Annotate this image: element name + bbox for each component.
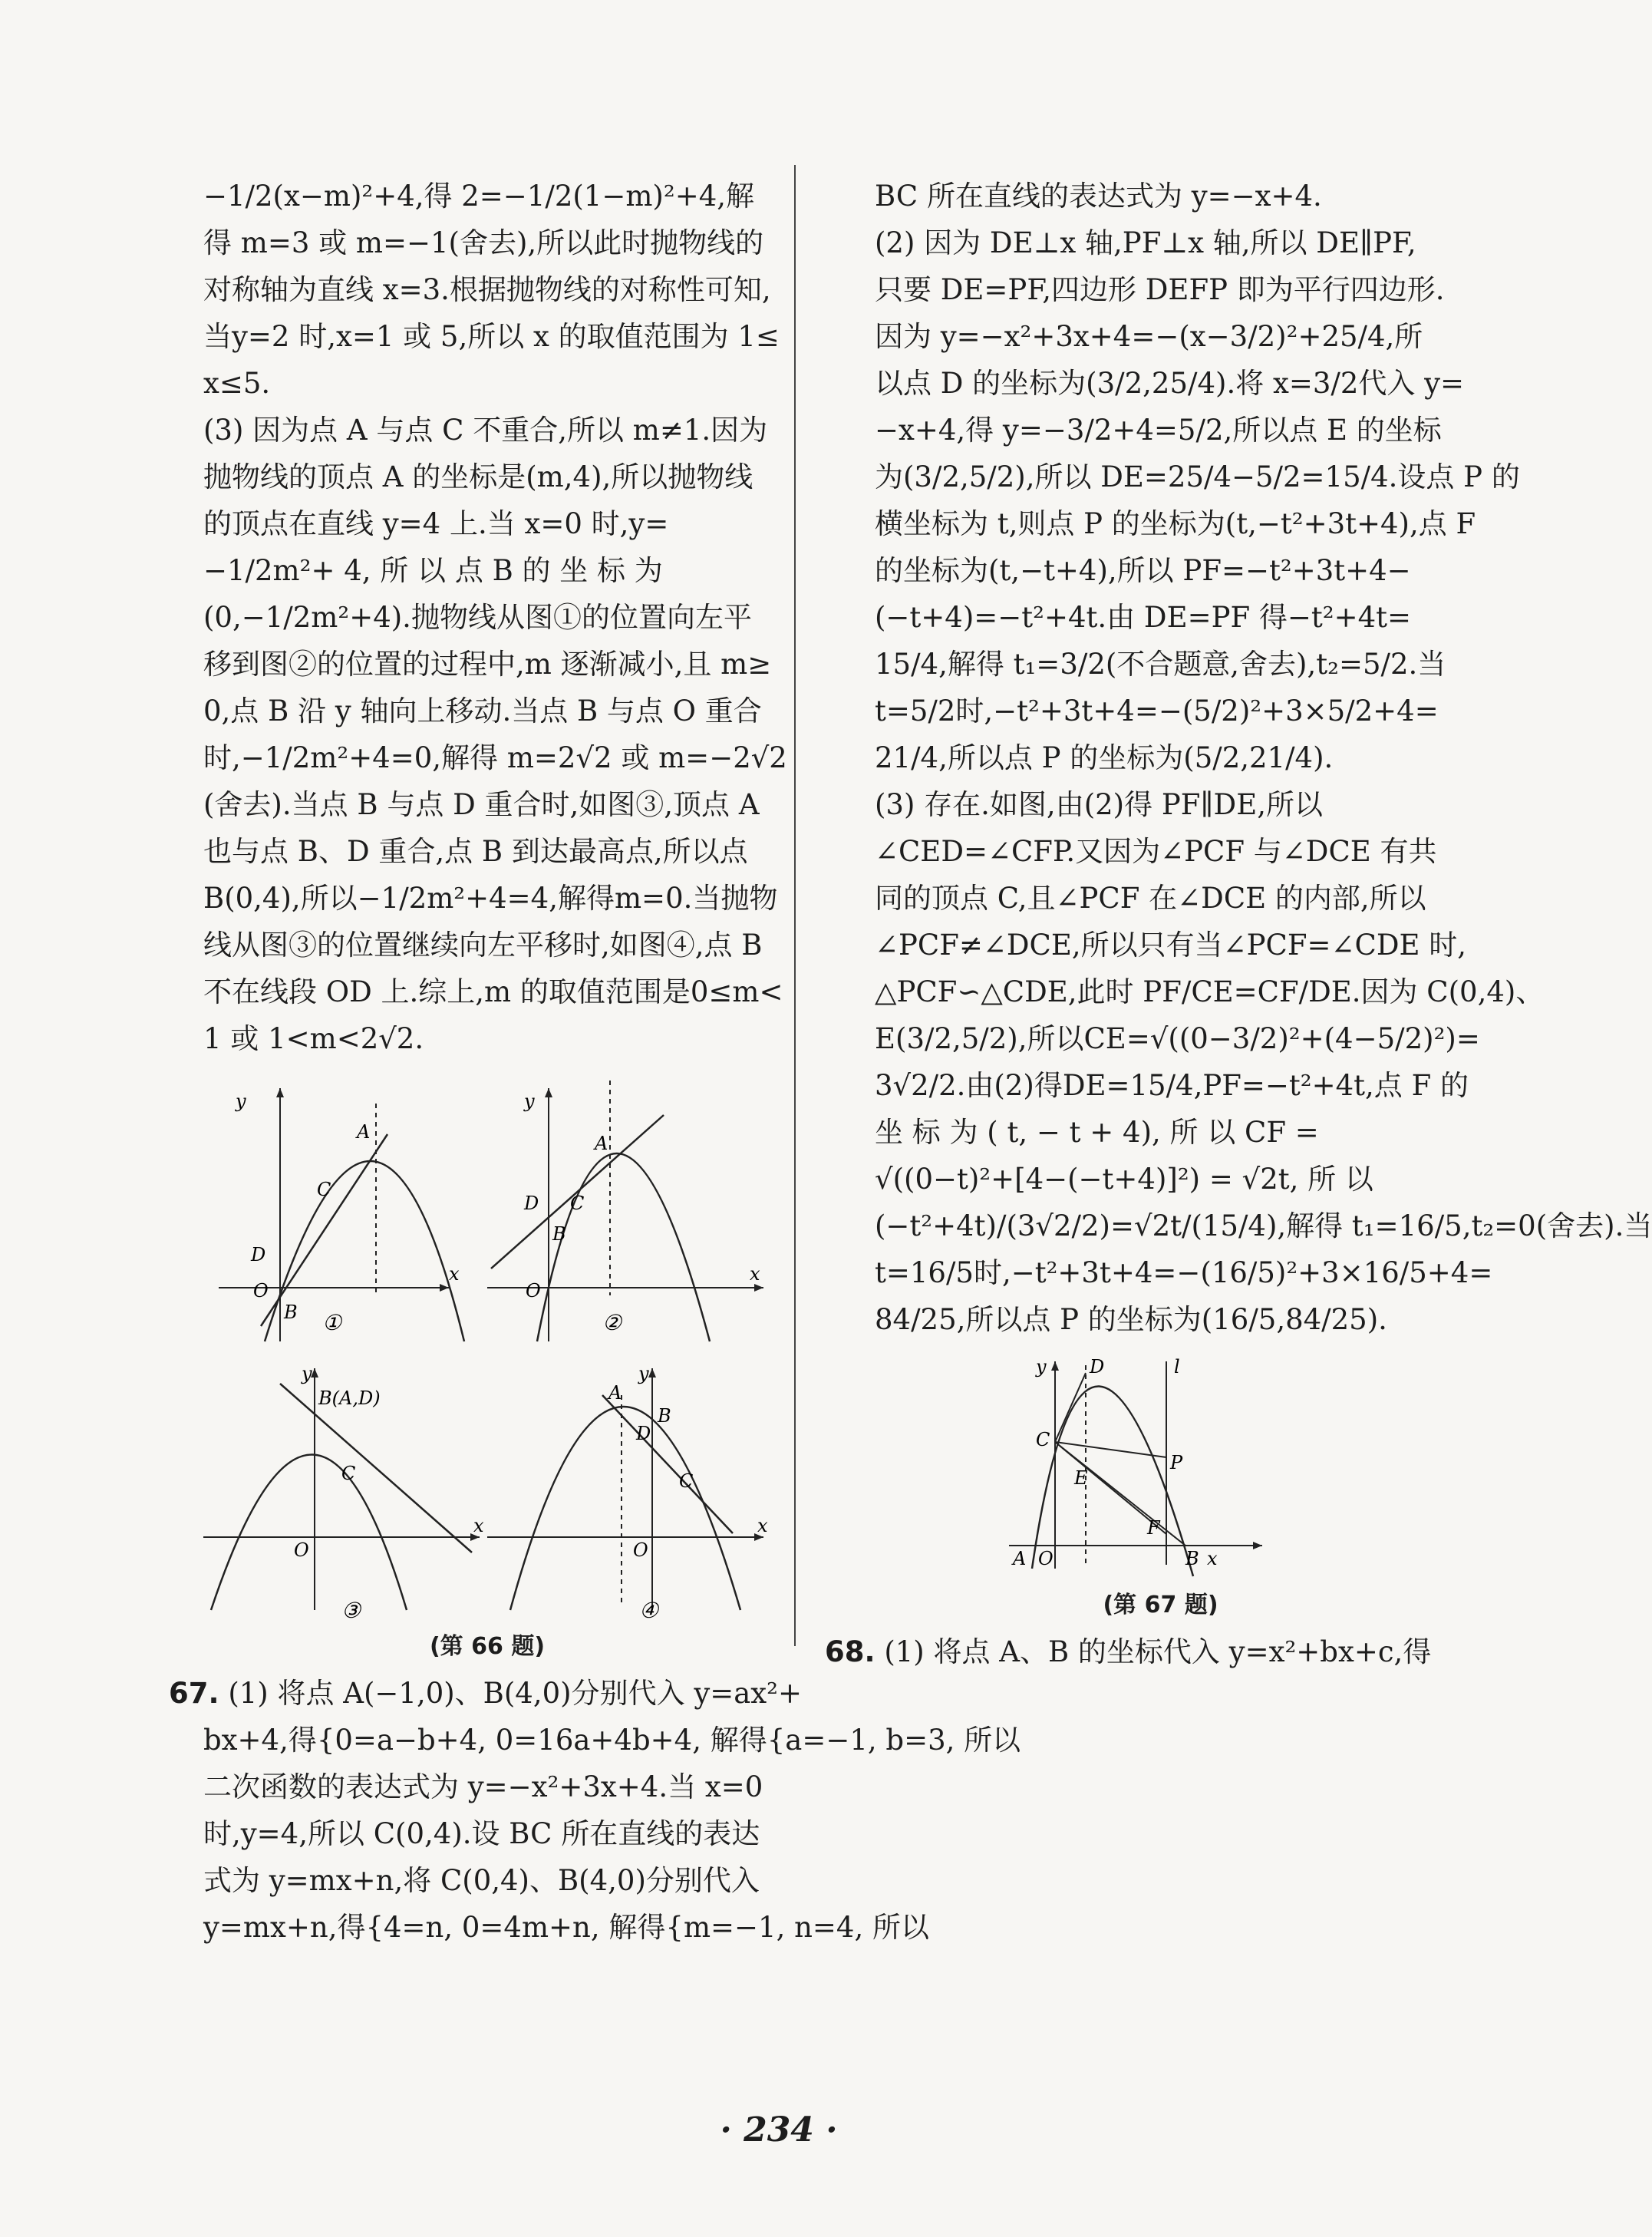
fig1-label-o: O: [253, 1280, 269, 1302]
fig67-label-p: P: [1170, 1452, 1183, 1473]
text-line: 21/4,所以点 P 的坐标为(5/2,21/4).: [875, 741, 1334, 774]
text-line: bx+4,得{0=a−b+4, 0=16a+4b+4, 解得{a=−1, b=3, 所以: [203, 1724, 1021, 1757]
q68-line: [825, 1628, 1446, 1675]
fig3-label-y: y: [302, 1363, 312, 1384]
text-line: (−t+4)=−t²+4t.由 DE=PF 得−t²+4t=: [875, 601, 1412, 634]
text-line: (舍去).当点 B 与点 D 重合时,如图③,顶点 A: [203, 788, 760, 821]
fig4-label-b: B: [658, 1405, 671, 1427]
fig67-label-e: E: [1074, 1467, 1088, 1489]
text-line: 0,点 B 沿 y 轴向上移动.当点 B 与点 O 重合: [203, 695, 762, 728]
text-line: 坐 标 为 ( t, − t + 4), 所 以 CF =: [875, 1116, 1319, 1149]
fig1-label-b: B: [284, 1302, 298, 1323]
q68-text: (1) 将点 A、B 的坐标代入 y=x²+bx+c,得: [884, 1635, 1432, 1668]
q67-solution-text: [169, 1670, 1021, 1951]
text-line: √((0−t)²+[4−(−t+4)]²) = √2t, 所 以: [875, 1163, 1373, 1196]
fig4-label-y: y: [638, 1363, 649, 1384]
text-line: 以点 D 的坐标为(3/2,25/4).将 x=3/2代入 y=: [875, 367, 1465, 400]
fig1-label-x: x: [449, 1263, 460, 1285]
text-line: t=5/2时,−t²+3t+4=−(5/2)²+3×5/2+4=: [875, 695, 1439, 728]
figure-4: [487, 1363, 768, 1623]
fig3-label-num: ③: [341, 1598, 361, 1623]
q67-first-line: (1) 将点 A(−1,0)、B(4,0)分别代入 y=ax²+: [228, 1677, 803, 1710]
text-line: −1/2(x−m)²+4,得 2=−1/2(1−m)²+4,解: [203, 180, 754, 213]
fig67-label-y: y: [1036, 1356, 1047, 1378]
fig3-label-o: O: [294, 1539, 309, 1561]
fig1-label-d: D: [251, 1244, 266, 1265]
q67-caption: (第 67 题): [1103, 1592, 1218, 1618]
text-line: 也与点 B、D 重合,点 B 到达最高点,所以点: [203, 835, 748, 868]
text-line: (3) 存在.如图,由(2)得 PF∥DE,所以: [875, 788, 1323, 821]
fig67-label-f: F: [1147, 1517, 1160, 1539]
fig3-label-bad: B(A,D): [318, 1387, 381, 1409]
fig67-label-o: O: [1038, 1548, 1054, 1569]
fig1-label-y: y: [236, 1090, 246, 1112]
q66-solution-text: [203, 173, 787, 1062]
text-line: 得 m=3 或 m=−1(舍去),所以此时抛物线的: [203, 226, 764, 259]
fig2-label-y: y: [524, 1090, 535, 1112]
fig2-label-d: D: [524, 1193, 539, 1214]
column-divider: [794, 165, 796, 1646]
fig2-label-b: B: [552, 1223, 566, 1245]
fig4-label-d: D: [636, 1423, 651, 1444]
q66-figures: [203, 1073, 771, 1625]
q68-number: 68.: [825, 1635, 875, 1668]
text-line: 移到图②的位置的过程中,m 逐渐减小,且 m≥: [203, 648, 772, 681]
fig1-label-num: ①: [322, 1310, 342, 1335]
text-line: 同的顶点 C,且∠PCF 在∠DCE 的内部,所以: [875, 882, 1426, 915]
text-line: E(3/2,5/2),所以CE=√((0−3/2)²+(4−5/2)²)=: [875, 1022, 1480, 1055]
text-line: 当y=2 时,x=1 或 5,所以 x 的取值范围为 1≤: [203, 320, 780, 353]
text-line: 抛物线的顶点 A 的坐标是(m,4),所以抛物线: [203, 460, 753, 493]
figure-2: [487, 1081, 763, 1341]
text-line: 时,y=4,所以 C(0,4).设 BC 所在直线的表达: [203, 1817, 760, 1850]
text-line: ∠CED=∠CFP.又因为∠PCF 与∠DCE 有共: [875, 835, 1437, 868]
text-line: −x+4,得 y=−3/2+4=5/2,所以点 E 的坐标: [875, 414, 1442, 447]
fig67-label-a: A: [1013, 1548, 1027, 1569]
fig1-label-c: C: [317, 1179, 331, 1200]
text-line: 的顶点在直线 y=4 上.当 x=0 时,y=: [203, 507, 669, 540]
text-line: 不在线段 OD 上.综上,m 的取值范围是0≤m<: [203, 975, 783, 1008]
fig2-label-c: C: [570, 1193, 585, 1214]
q67-figure: [875, 1354, 1446, 1584]
text-line: B(0,4),所以−1/2m²+4=4,解得m=0.当抛物: [203, 882, 778, 915]
text-line: 为(3/2,5/2),所以 DE=25/4−5/2=15/4.设点 P 的: [875, 460, 1520, 493]
figure-1: [219, 1088, 464, 1341]
text-line: 的坐标为(t,−t+4),所以 PF=−t²+3t+4−: [875, 554, 1411, 587]
fig4-label-num: ④: [639, 1598, 659, 1623]
text-line: 15/4,解得 t₁=3/2(不合题意,舍去),t₂=5/2.当: [875, 648, 1446, 681]
text-line: 式为 y=mx+n,将 C(0,4)、B(4,0)分别代入: [203, 1864, 760, 1897]
q66-caption: (第 66 题): [429, 1633, 546, 1660]
fig4-label-x: x: [757, 1515, 768, 1536]
text-line: [169, 1670, 803, 1717]
text-line: 84/25,所以点 P 的坐标为(16/5,84/25).: [875, 1303, 1387, 1336]
fig2-label-num: ②: [602, 1310, 622, 1335]
text-line: 时,−1/2m²+4=0,解得 m=2√2 或 m=−2√2: [203, 741, 787, 774]
text-line: BC 所在直线的表达式为 y=−x+4.: [875, 180, 1322, 213]
text-line: 横坐标为 t,则点 P 的坐标为(t,−t²+3t+4),点 F: [875, 507, 1476, 540]
figure-3: [203, 1363, 484, 1623]
text-line: t=16/5时,−t²+3t+4=−(16/5)²+3×16/5+4=: [875, 1256, 1493, 1289]
fig67-label-d: D: [1090, 1356, 1105, 1378]
fig2-label-a: A: [595, 1133, 608, 1154]
text-line: (3) 因为点 A 与点 C 不重合,所以 m≠1.因为: [203, 414, 768, 447]
q67-solution-continued: [875, 173, 1652, 1343]
text-line: 二次函数的表达式为 y=−x²+3x+4.当 x=0: [203, 1770, 763, 1803]
page-number: · 234 ·: [720, 2110, 838, 2150]
right-column: [825, 173, 1652, 1675]
text-line: △PCF∽△CDE,此时 PF/CE=CF/DE.因为 C(0,4)、: [875, 975, 1545, 1008]
fig3-label-x: x: [473, 1515, 484, 1536]
text-line: (−t²+4t)/(3√2/2)=√2t/(15/4),解得 t₁=16/5,t₂=0(舍去).当: [875, 1209, 1652, 1242]
text-line: −1/2m²+ 4, 所 以 点 B 的 坐 标 为: [203, 554, 663, 587]
fig2-label-o: O: [526, 1280, 541, 1302]
fig3-label-c: C: [341, 1463, 356, 1484]
fig67-label-x: x: [1207, 1548, 1218, 1569]
fig4-label-o: O: [633, 1539, 648, 1561]
q67-number: 67.: [169, 1677, 219, 1710]
text-line: ∠PCF≠∠DCE,所以只有当∠PCF=∠CDE 时,: [875, 929, 1467, 962]
text-line: 对称轴为直线 x=3.根据抛物线的对称性可知,: [203, 273, 771, 306]
text-line: 3√2/2.由(2)得DE=15/4,PF=−t²+4t,点 F 的: [875, 1069, 1469, 1102]
fig2-label-x: x: [750, 1263, 760, 1285]
fig67-label-b: B: [1185, 1548, 1199, 1569]
fig67-label-l: l: [1174, 1356, 1180, 1378]
text-line: 只要 DE=PF,四边形 DEFP 即为平行四边形.: [875, 273, 1445, 306]
fig4-label-c: C: [679, 1470, 694, 1492]
fig67-label-c: C: [1036, 1429, 1050, 1450]
text-line: 线从图③的位置继续向左平移时,如图④,点 B: [203, 929, 763, 962]
fig1-label-a: A: [357, 1121, 371, 1143]
text-line: (0,−1/2m²+4).抛物线从图①的位置向左平: [203, 601, 752, 634]
fig4-label-a: A: [608, 1382, 622, 1404]
text-line: 因为 y=−x²+3x+4=−(x−3/2)²+25/4,所: [875, 320, 1423, 353]
text-line: x≤5.: [203, 367, 271, 400]
text-line: y=mx+n,得{4=n, 0=4m+n, 解得{m=−1, n=4, 所以: [203, 1911, 929, 1944]
text-line: 1 或 1<m<2√2.: [203, 1022, 424, 1055]
text-line: (2) 因为 DE⊥x 轴,PF⊥x 轴,所以 DE∥PF,: [875, 226, 1416, 259]
